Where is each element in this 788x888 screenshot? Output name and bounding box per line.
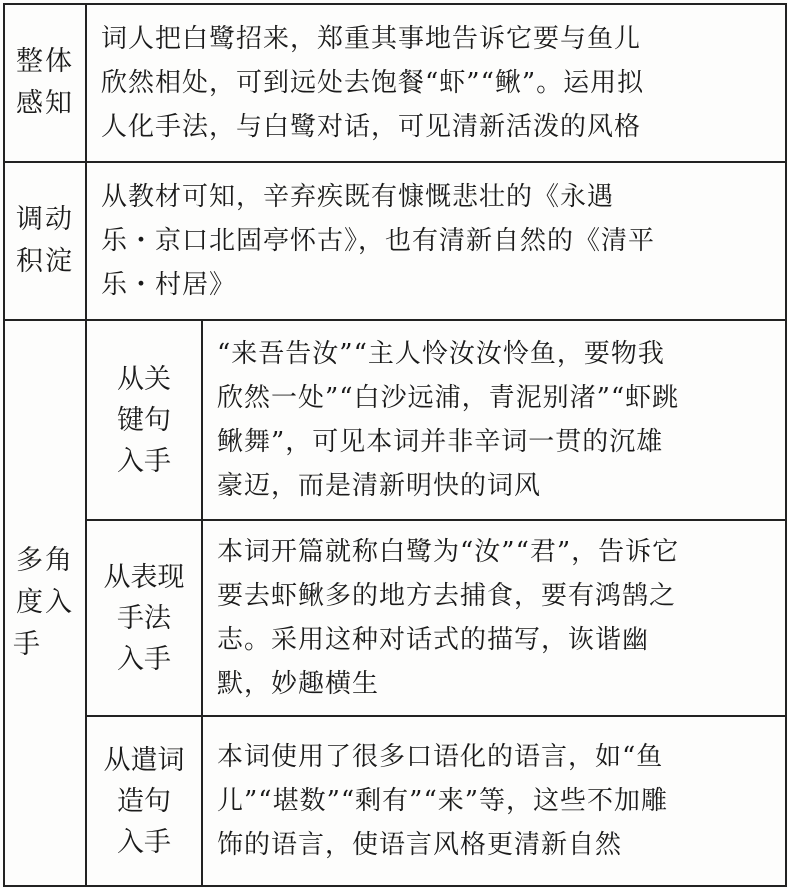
content-line: 欣然一处”“白沙远浦，青泥别渚”“虾跳 [217,383,680,413]
row-label-overall [4,4,86,162]
row-content-overall [86,4,786,162]
label-line: 整体 [16,46,74,77]
label-line: 从表现 [103,561,185,593]
content-line: 人化手法，与白鹭对话，可见清新活泼的风格 [101,112,642,142]
content-line: 乐・村居》 [101,270,237,300]
content-line: 乐・京口北固亭怀古》，也有清新自然的《清平 [101,226,656,256]
content-line: 要去虾鳅多的地方去捕食，要有鸿鹄之 [217,581,677,611]
table-row-overall [4,4,786,162]
content-line: 欣然相处，可到远处去饱餐“虾”“鳅”。运用拟 [101,68,645,98]
sub-label-wording [86,716,202,886]
content-line: “来吾告汝”“主人怜汝汝怜鱼，要物我 [217,339,665,369]
content-line: 豪迈，而是清新明快的词风 [217,471,542,501]
sub-label-technique [86,520,202,716]
label-line: 感知 [16,88,74,119]
label-line: 手 [13,629,42,660]
content-line: 本词使用了很多口语化的语言，如“鱼 [217,742,664,772]
label-line: 键句 [117,404,171,436]
content-line: 本词开篇就称白鹭为“汝”“君”，告诉它 [217,537,680,567]
row-label-multi-angle [4,320,86,886]
table-row-key-sentence [4,320,786,520]
row-label-mobilize [4,162,86,320]
content-line: 志。采用这种对话式的描写，诙谐幽 [217,625,650,655]
sub-content-wording [202,716,786,886]
content-line: 默，妙趣横生 [217,669,380,699]
content-line: 词人把白鹭招来，郑重其事地告诉它要与鱼儿 [101,24,642,54]
sub-content-technique [202,520,786,716]
label-line: 入手 [117,826,171,858]
label-line: 手法 [117,602,171,634]
content-line: 饰的语言，使语言风格更清新自然 [217,830,623,860]
label-line: 积淀 [16,246,74,277]
label-line: 造句 [117,785,171,817]
row-content-mobilize [86,162,786,320]
label-line: 从关 [117,363,171,395]
sub-label-key-sentence [86,320,202,520]
analysis-table [3,3,787,887]
label-line: 从遣词 [103,744,185,776]
label-line: 入手 [117,445,171,477]
table-row-wording [4,716,786,886]
label-line: 度入 [16,587,74,618]
table-row-mobilize [4,162,786,320]
content-line: 儿”“堪数”“剩有”“来”等，这些不加雕 [217,786,669,816]
label-line: 多角 [16,545,74,576]
label-line: 调动 [16,204,74,235]
content-line: 鳅舞”，可见本词并非辛词一贯的沉雄 [217,427,664,457]
content-line: 从教材可知，辛弃疾既有慷慨悲壮的《永遇 [101,182,615,212]
label-line: 入手 [117,643,171,675]
sub-content-key-sentence [202,320,786,520]
table-row-technique [4,520,786,716]
